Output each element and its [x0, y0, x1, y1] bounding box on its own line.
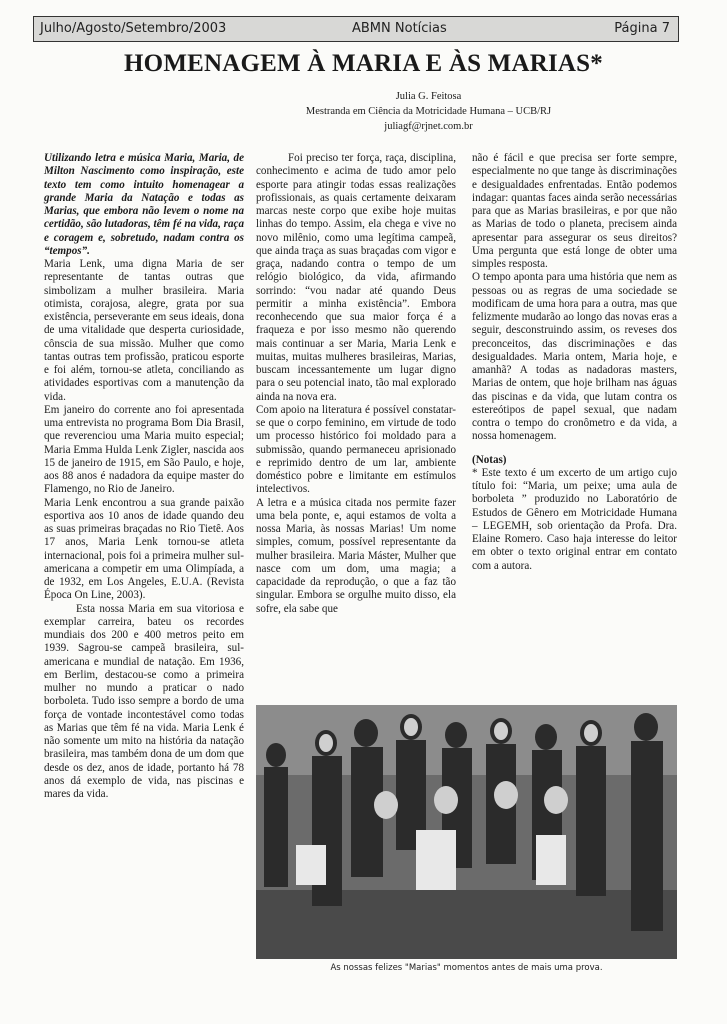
issue-date: Julho/Agosto/Setembro/2003 [40, 21, 227, 36]
lead-paragraph: Utilizando letra e música Maria, Maria, de Milton Nascimento como inspiração, este texto tem como intuito homenagear a grande Maria da Natação e todas as Marias, que embora não levem o nome na certidão, são lutadoras, têm fé na vida, raça e coragem e, sobretudo, nadam contra os “tempos”. [44, 152, 244, 257]
page-number: Página 7 [614, 21, 670, 36]
paragraph: Em janeiro do corrente ano foi apresentada uma entrevista no programa Bom Dia Brasil, que reverenciou uma Maria muito especial; Maria Emma Hulda Lenk Zigler, nascida aos 15 de janeiro de 1915, em São Paulo, e hoje, aos 88 anos é nadadora da equipe master do Flamengo, no Rio de Janeiro. [44, 403, 244, 496]
paragraph: Maria Lenk encontrou a sua grande paixão esportiva aos 10 anos de idade quando deu as suas primeiras braçadas no Rio Tietê. Aos 17 anos, Maria Lenk tornou-se atleta internacional, pois foi a primeira mulher sul-americana a competir em uma Olimpíada, a de 1932, em Los Angeles, E.U.A. (Revista Época On Line, 2003). [44, 496, 244, 602]
paragraph: Esta nossa Maria em sua vitoriosa e exemplar carreira, bateu os recordes mundiais dos 200 e 400 metros peito em 1939. Sagrou-se campeã brasileira, sul-americana e mundial de natação. Em 1936, em Berlim, destacou-se como a primeira mulher no mundo a praticar o nado borboleta. Tudo isso sempre a bordo de uma força de vontade incontestável como todas as Marias que têm fé na vida. Maria Lenk é não somente um mito na história da natação brasileira, mas também dona de um dom que desde os dez, anos de idade, portanto há 78 anos dá exemplo de vida, nas piscinas e mares da vida. [44, 602, 244, 800]
column-1 [44, 152, 244, 801]
paragraph: O tempo aponta para uma história que nem as pessoas ou as regras de uma sociedade se modificam de uma hora para a outra, mas que felizmente mudarão ao longo das novas eras a seguir, desconstruindo assim, os reveses dos preconceitos, das discriminações e das desigualdades. Maria ontem, Maria hoje, e amanhã? A todas as nadadoras masters, Marias de ontem, que hoje brilham nas águas das piscinas e da vida, que lutam contra os estereótipos de papel sexual, que nadam contra o tempo do cronômetro e da vida, a nossa homenagem. [472, 271, 677, 443]
author-name: Julia G. Feitosa [395, 91, 462, 102]
photo-caption: As nossas felizes "Marias" momentos antes de mais uma prova. [330, 963, 603, 973]
byline [0, 89, 727, 134]
publication-name: ABMN Notícias [352, 21, 447, 36]
group-photo-illustration [256, 705, 677, 959]
notes-heading: (Notas) [472, 453, 507, 466]
column-2 [256, 152, 456, 616]
page-header [33, 16, 679, 42]
paragraph: Com apoio na literatura é possível constatar-se que o corpo feminino, em virtude de todo um processo histórico foi moldado para a submissão, quando permaneceu aprisionado e reprimido dentro de um lar, ambiente doméstico pobre e limitante em estímulos intelectivos. [256, 403, 456, 496]
author-affiliation: Mestranda em Ciência da Motricidade Humana – UCB/RJ [305, 106, 552, 117]
paragraph: Maria Lenk, uma digna Maria de ser representante de tantas outras que simbolizam a mulher brasileira. Maria otimista, corajosa, alegre, grata por sua existência, perseverante em seus ideais, dona de uma vitalidade que desperta curiosidade, cônscia de sua missão. Mulher que como tantas outras tem profissão, praticou esporte e foi além, tornou-se atleta, conciliando as atividades esportivas com a manutenção da vida. [44, 258, 244, 403]
paragraph: A letra e a música citada nos permite fazer uma bela ponte, e, aqui estamos de volta a nossa Maria, às nossas Marias! Um nome simples, comum, possível representante da mulher brasileira. Maria Máster, Mulher que nasce com um dom, uma magia; a capacidade da reprodução, o que a faz tão singular. Embora se orgulhe muito disso, ela sofre, ela sabe que [256, 496, 456, 615]
notes-text: * Este texto é um excerto de um artigo cujo título foi: “Maria, um peixe; uma aula de borboleta ” produzido no Laboratório de Estudos de Gênero em Motricidade Humana – LEGEMH, sob orientação da Profa. Dra. Elaine Romero. Caso haja interesse do leitor em obter o texto original entrar em contato com a autora. [472, 466, 677, 572]
group-photo [256, 705, 677, 959]
paragraph: não é fácil e que precisa ser forte sempre, especialmente no que tange às discriminações e desigualdades enfrentadas. Então podemos indagar: quantas faces ainda serão necessárias para que as Marias brasileiras, e por que não as Marias de todo o planeta, precisem ainda apresentar para assegurar os seus direitos? Uma pergunta que está longe de obter uma simples resposta. [472, 152, 677, 270]
column-3 [472, 152, 677, 573]
article-title: HOMENAGEM À MARIA E ÀS MARIAS* [124, 50, 603, 77]
paragraph: Foi preciso ter força, raça, disciplina, conhecimento e acima de tudo amor pelo esporte para atingir todas essas realizações profissionais, as quais certamente deixaram marcas neste corpo que exibe hoje muitas linhas do tempo. Assim, ela chega e vive no novo milênio, como uma legítima campeã, que ainda traça as suas braçadas com vigor e graça, nadando contra o tempo de um relógio biológico, da vida, afirmando sorrindo: “vou nadar até quando Deus permitir a minha existência”. Embora reconhecendo que sua maior força é a fraqueza e por isso mesmo não querendo mais continuar a ser Maria, Maria Lenk e muitas, muitas mulheres brasileiras, Marias, buscam incessantemente um lugar digno para o seu potencial inato, tão mal explorado ainda na nova era. [256, 152, 456, 403]
author-email[interactable]: juliagf@rjnet.com.br [384, 121, 473, 132]
